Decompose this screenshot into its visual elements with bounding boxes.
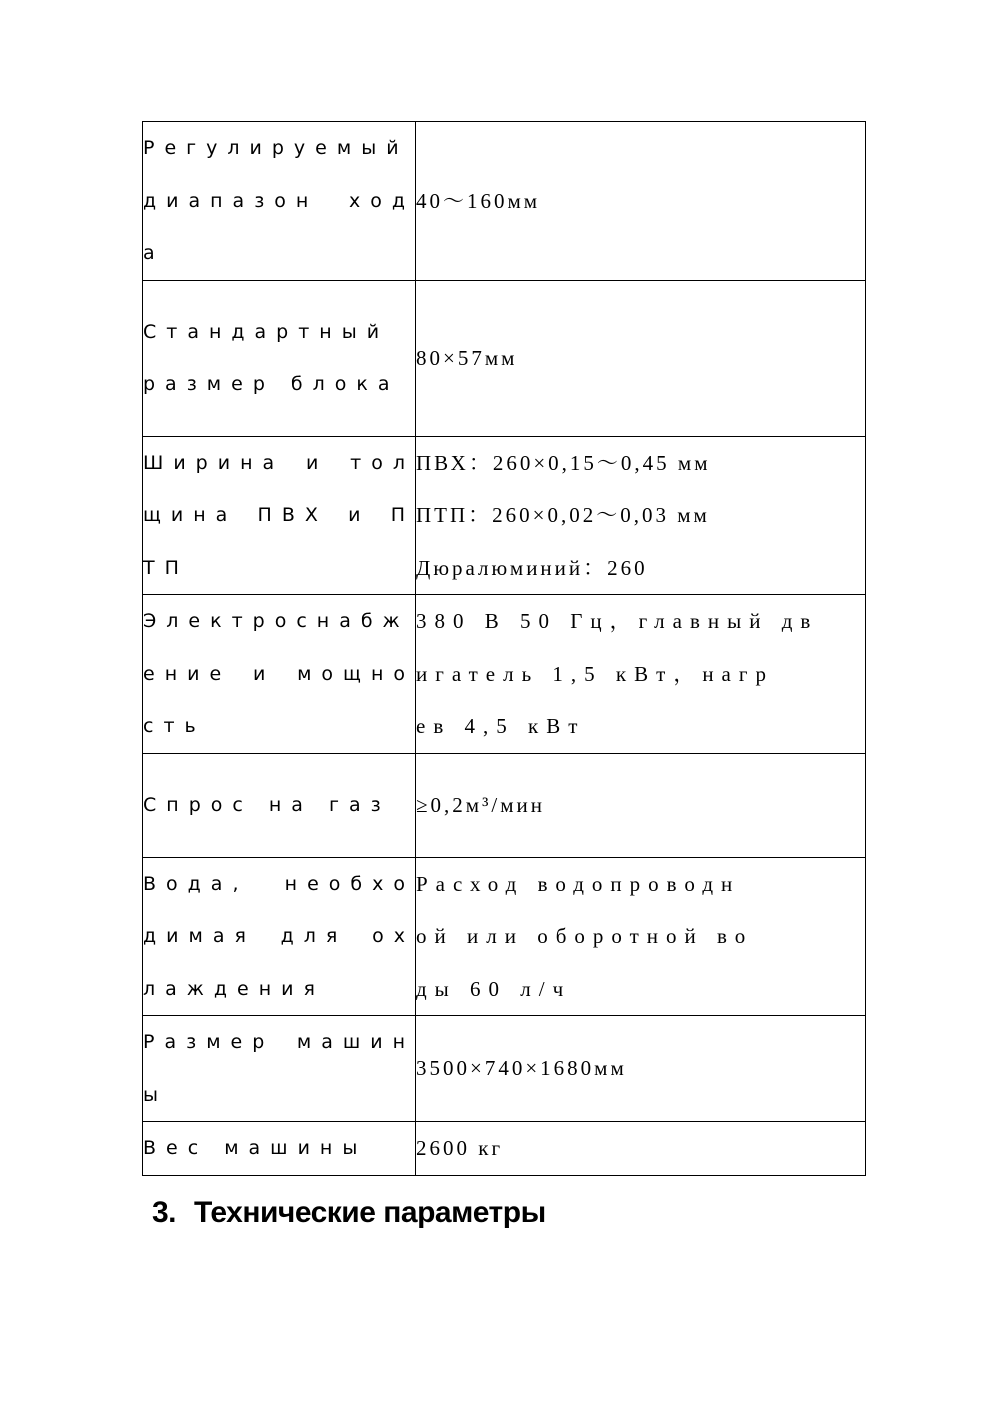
row-label: Регулируемый диапазон хода: [143, 122, 416, 281]
row-value: [416, 280, 866, 436]
row-value: [416, 857, 866, 1016]
value-line: ПТП：260×0,02～0,03 мм: [416, 503, 710, 527]
value-line: 40～160мм: [416, 188, 541, 213]
table-row: [143, 280, 866, 436]
value-line: 3500×740×1680мм: [416, 1056, 627, 1081]
section-heading: [152, 1196, 546, 1230]
row-value: [416, 595, 866, 754]
row-label: Вода, необходимая для охлаждения: [143, 857, 416, 1016]
specification-table: [142, 121, 866, 1176]
value-line: 2600 кг: [416, 1136, 504, 1160]
value-line: ды 60 л/ч: [416, 976, 572, 1001]
row-label: Электроснабжение и мощность: [143, 595, 416, 754]
value-line: 80×57мм: [416, 345, 518, 370]
section-number: 3.: [152, 1196, 177, 1229]
row-value: [416, 1122, 866, 1176]
table-row: [143, 436, 866, 595]
table-row: [143, 753, 866, 857]
table-row: [143, 595, 866, 754]
row-value: [416, 1016, 866, 1122]
table-row: [143, 857, 866, 1016]
row-label: Вес машины: [143, 1122, 416, 1176]
section-title: Технические параметры: [194, 1196, 546, 1229]
row-value: [416, 753, 866, 857]
value-line: ев 4,5 кВт: [416, 714, 586, 738]
row-value: [416, 122, 866, 281]
row-label: Размер машины: [143, 1016, 416, 1122]
table-row: [143, 1122, 866, 1176]
value-line: 380 В 50 Гц，главный дв: [416, 609, 819, 633]
row-label: Стандартный размер блока: [143, 280, 416, 436]
row-value: [416, 436, 866, 595]
value-line: ≥0,2м³/мин: [416, 792, 545, 817]
value-line: ой или оборотной во: [416, 924, 754, 948]
row-label: Ширина и толщина ПВХ и ПТП: [143, 436, 416, 595]
value-line: Расход водопроводн: [416, 871, 741, 896]
row-label: Спрос на газ: [143, 753, 416, 857]
value-line: Дюралюминий：260: [416, 555, 648, 580]
value-line: игатель 1,5 кВт，нагр: [416, 661, 774, 686]
table-row: [143, 1016, 866, 1122]
table-row: [143, 122, 866, 281]
value-line: ПВХ：260×0,15～0,45 мм: [416, 450, 711, 475]
